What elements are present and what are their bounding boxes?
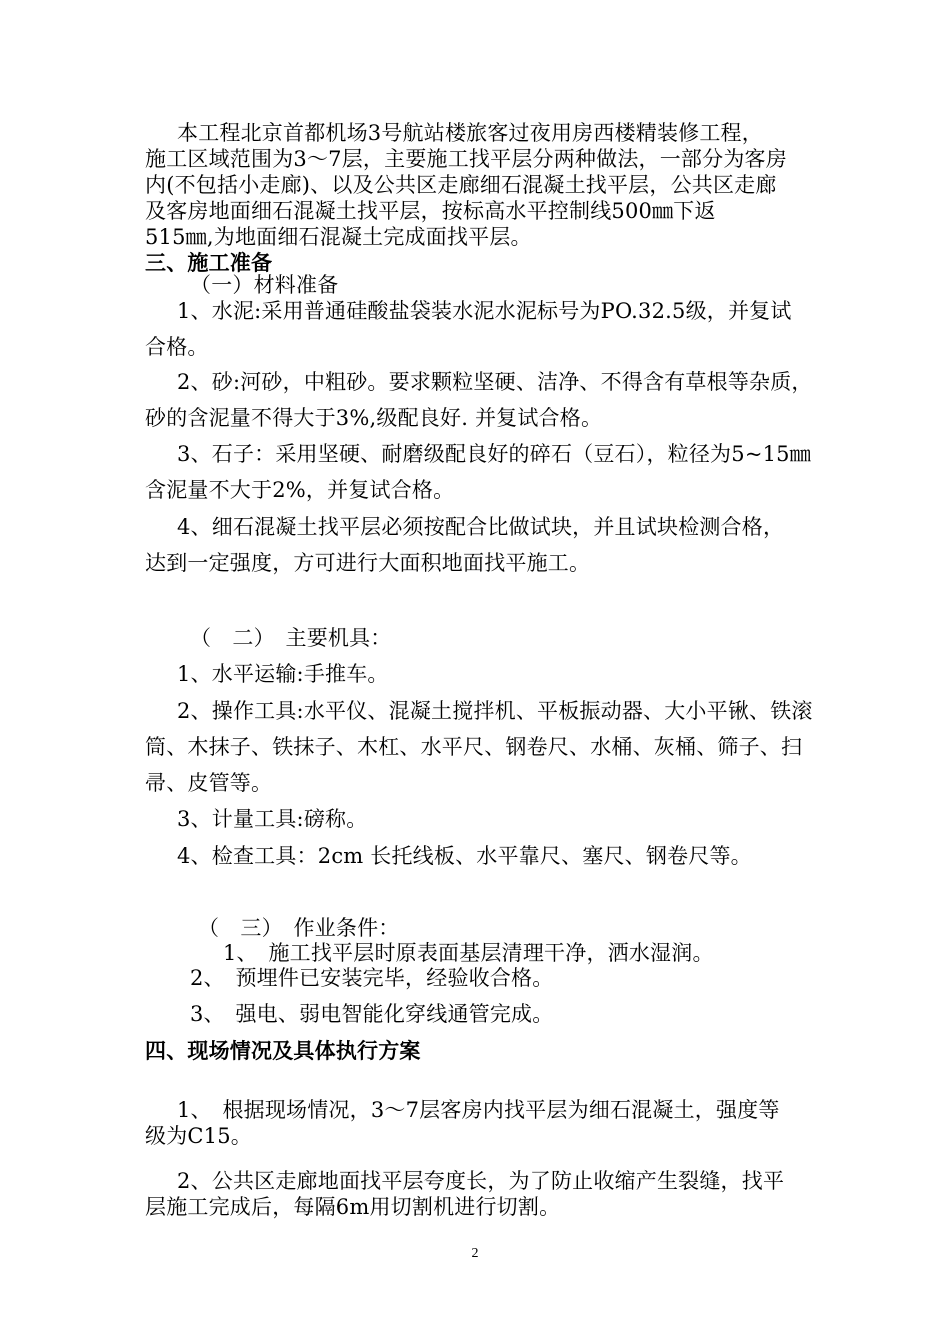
subsection-conditions-title: （ 三） 作业条件： bbox=[198, 916, 400, 940]
intro-line-3: 内(不包括小走廊)、以及公共区走廊细石混凝土找平层，公共区走廊 bbox=[145, 173, 777, 197]
subsection-materials-title: （一）材料准备 bbox=[190, 273, 339, 297]
materials-item-1-line-2: 合格。 bbox=[145, 335, 209, 359]
subsection-equipment-title: （ 二） 主要机具： bbox=[190, 626, 392, 650]
equipment-item-2-line-3: 帚、皮管等。 bbox=[145, 771, 273, 795]
intro-line-1: 本工程北京首都机场3号航站楼旅客过夜用房西楼精装修工程， bbox=[177, 121, 763, 145]
section-3-heading: 三、施工准备 bbox=[145, 251, 273, 275]
equipment-item-3: 3、计量工具:磅称。 bbox=[177, 807, 368, 831]
materials-item-3-line-1: 3、石子：采用坚硬、耐磨级配良好的碎石（豆石），粒径为5~15㎜ bbox=[177, 442, 811, 466]
conditions-item-1: 1、 施工找平层时原表面基层清理干净，洒水湿润。 bbox=[223, 941, 714, 965]
conditions-item-2: 2、 预埋件已安装完毕，经验收合格。 bbox=[190, 966, 554, 990]
materials-item-2-line-1: 2、砂:河砂，中粗砂。要求颗粒坚硬、洁净、不得含有草根等杂质， bbox=[177, 370, 813, 394]
page-number: 2 bbox=[471, 1246, 479, 1261]
section-4-item-1-line-1: 1、 根据现场情况，3～7层客房内找平层为细石混凝土，强度等 bbox=[177, 1098, 780, 1122]
section-4-heading: 四、现场情况及具体执行方案 bbox=[145, 1039, 421, 1063]
materials-item-4-line-1: 4、细石混凝土找平层必须按配合比做试块，并且试块检测合格， bbox=[177, 515, 785, 539]
equipment-item-1: 1、水平运输:手推车。 bbox=[177, 662, 389, 686]
conditions-item-3: 3、 强电、弱电智能化穿线通管完成。 bbox=[190, 1002, 554, 1026]
section-4-item-2-line-2: 层施工完成后，每隔6m用切割机进行切割。 bbox=[145, 1195, 561, 1219]
intro-line-2: 施工区域范围为3～7层，主要施工找平层分两种做法，一部分为客房 bbox=[145, 147, 787, 171]
equipment-item-2-line-1: 2、操作工具:水平仪、混凝土搅拌机、平板振动器、大小平锹、铁滚 bbox=[177, 699, 813, 723]
materials-item-3-line-2: 含泥量不大于2%，并复试合格。 bbox=[145, 478, 455, 502]
equipment-item-4: 4、检查工具：2cm 长托线板、水平靠尺、塞尺、钢卷尺等。 bbox=[177, 844, 752, 868]
equipment-item-2-line-2: 筒、木抹子、铁抹子、木杠、水平尺、钢卷尺、水桶、灰桶、筛子、扫 bbox=[145, 735, 803, 759]
intro-line-4: 及客房地面细石混凝土找平层，按标高水平控制线500㎜下返 bbox=[145, 199, 716, 223]
intro-line-5: 515㎜,为地面细石混凝土完成面找平层。 bbox=[145, 225, 532, 249]
section-4-item-2-line-1: 2、公共区走廊地面找平层夸度长，为了防止收缩产生裂缝，找平 bbox=[177, 1169, 785, 1193]
materials-item-4-line-2: 达到一定强度，方可进行大面积地面找平施工。 bbox=[145, 551, 591, 575]
materials-item-2-line-2: 砂的含泥量不得大于3%,级配良好. 并复试合格。 bbox=[145, 406, 603, 430]
section-4-item-1-line-2: 级为C15。 bbox=[145, 1124, 252, 1148]
materials-item-1-line-1: 1、水泥:采用普通硅酸盐袋装水泥水泥标号为PO.32.5级，并复试 bbox=[177, 299, 792, 323]
